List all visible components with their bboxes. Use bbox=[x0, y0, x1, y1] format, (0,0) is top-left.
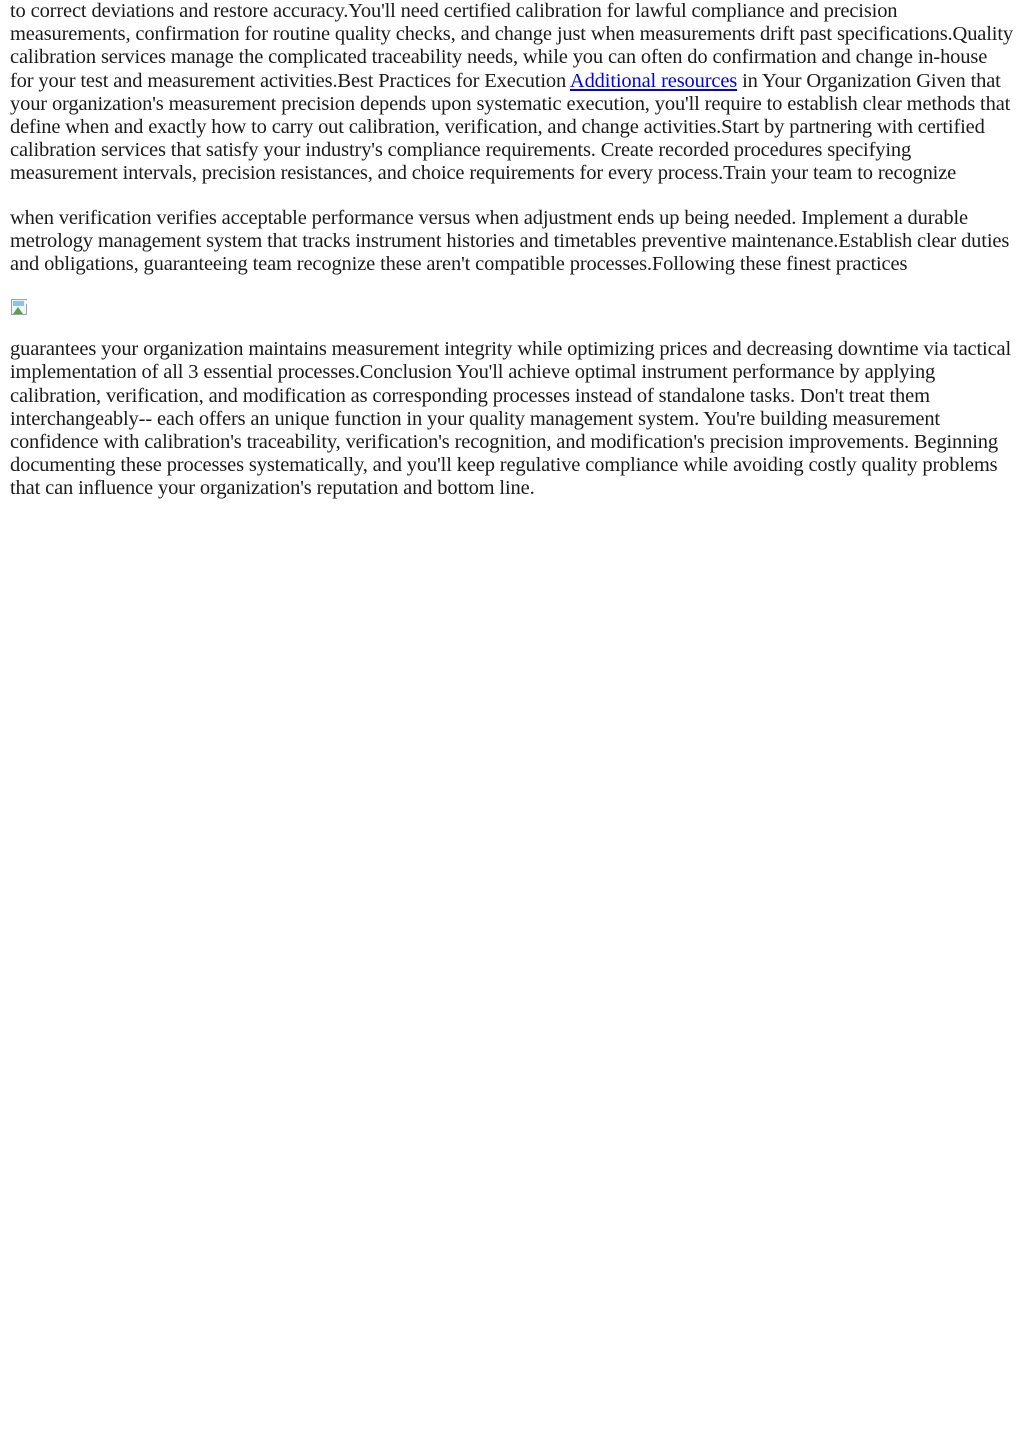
paragraph-intro-text-start: to correct deviations and restore accuracy.You'll need certified calibration for lawful compliance and precision measurements, confirmation for routine quality checks, and change just when measurements drift past specifications.Quality calibration services manage the complicated traceability needs, while you can often do confirmation and change in-house for your test and measurement activities.Best Practices for Execution bbox=[10, 0, 1013, 92]
paragraph-intro-text-end: in Your Organization Given that your organization's measurement precision depends upon systematic execution, you'll require to establish clear methods that define when and exactly how to carry out calibration, verification, and change activities.Start by partnering with certified calibration services that satisfy your industry's compliance requirements. Create recorded procedures specifying measurement intervals, precision resistances, and choice requirements for every process.Train your team to recognize bbox=[10, 69, 1011, 185]
paragraph-conclusion: guarantees your organization maintains measurement integrity while optimizing prices and decreasing downtime via tactical implementation of all 3 essential processes.Conclusion You'll achieve optimal instrument performance by applying calibration, verification, and modification as corresponding processes instead of standalone tasks. Don't treat them interchangeably-- each offers an unique function in your quality management system. You're building measurement confidence with calibration's traceability, verification's recognition, and modification's precision improvements. Beginning documenting these processes systematically, and you'll keep regulative compliance while avoiding costly quality problems that can influence your organization's reputation and bottom line. bbox=[10, 338, 1012, 500]
article-page bbox=[0, 0, 1024, 501]
paragraph-intro bbox=[10, 0, 1014, 186]
broken-image-icon bbox=[10, 298, 30, 318]
image-container bbox=[10, 298, 1014, 328]
additional-resources-link[interactable]: Additional resources bbox=[569, 69, 738, 92]
paragraph-best-practices: when verification verifies acceptable performance versus when adjustment ends up being needed. Implement a durable metrology management system that tracks instrument histories and timetables preventive maintenance.Establish clear duties and obligations, guaranteeing team recognize these aren't compatible processes.Following these finest practices bbox=[10, 206, 1010, 276]
